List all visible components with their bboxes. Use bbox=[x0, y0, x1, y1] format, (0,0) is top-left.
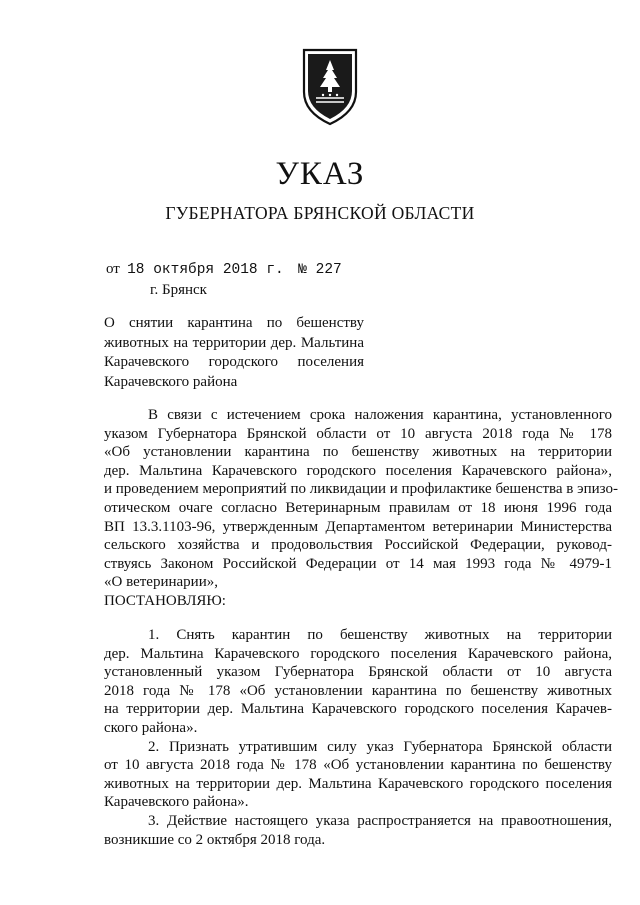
item-1-line: установленный указом Губернатора Брянской области от 10 августа bbox=[104, 664, 612, 681]
item-2-line: животных на территории дер. Мальтина Карачевского городского поселения bbox=[104, 775, 612, 792]
subject-line: О снятии карантина по бешенству bbox=[104, 315, 364, 331]
item-2-line: Карачевского района». bbox=[104, 794, 249, 811]
text-line: В связи с истечением срока наложения карантина, установленного bbox=[148, 407, 612, 423]
item-1-line: на территории дер. Мальтина Карачевского городского поселения Карачев- bbox=[104, 701, 612, 718]
document-number: № 227 bbox=[298, 262, 342, 278]
item-1-line: дер. Мальтина Карачевского городского поселения Карачевского района, bbox=[104, 645, 612, 662]
resolution-heading: ПОСТАНОВЛЯЮ: bbox=[104, 592, 226, 609]
item-3-line: 3. Действие настоящего указа распространяется на правоотношения, bbox=[148, 812, 612, 829]
item-2-line: 2. Признать утратившим силу указ Губернатора Брянской области bbox=[148, 738, 612, 755]
subject-line: Карачевского района bbox=[104, 373, 238, 390]
document-subtitle: ГУБЕРНАТОРА БРЯНСКОЙ ОБЛАСТИ bbox=[165, 203, 475, 223]
date-line bbox=[106, 261, 342, 278]
text-line: «Об установлении карантина по бешенству животных на территории bbox=[104, 444, 612, 461]
text-line: ствуясь Законом Российской Федерации от 14 мая 1993 года № 4979-1 bbox=[104, 555, 612, 572]
text-line: и проведением мероприятий по ликвидации и профилактике бешенства в эпизо- bbox=[104, 481, 618, 498]
text-line: ВП 13.3.1103-96, утвержденным Департаментом ветеринарии Министерства bbox=[104, 518, 612, 535]
item-3-line: возникшие со 2 октября 2018 года. bbox=[104, 831, 326, 848]
resolution-items bbox=[104, 626, 612, 849]
item-1-line: 2018 года № 178 «Об установлении карантина по бешенству животных bbox=[104, 682, 612, 699]
text-line: сельского хозяйства и продовольствия Российской Федерации, руковод- bbox=[104, 537, 612, 554]
document-title: УКАЗ bbox=[275, 156, 365, 192]
item-1-line: ского района». bbox=[104, 719, 198, 736]
item-2-line: от 10 августа 2018 года № 178 «Об установлении карантина по бешенству bbox=[104, 757, 612, 774]
text-line: указом Губернатора Брянской области от 10 августа 2018 года № 178 bbox=[104, 425, 612, 442]
text-line: отическом очаге согласно Ветеринарным правилам от 18 июня 1996 года bbox=[104, 499, 612, 516]
text-line: «О ветеринарии», bbox=[104, 574, 218, 591]
item-1-line: 1. Снять карантин по бешенству животных на территории bbox=[148, 627, 612, 643]
document-date: 18 октября 2018 г. bbox=[127, 262, 284, 278]
date-prefix: от bbox=[106, 261, 120, 277]
text-line: дер. Мальтина Карачевского городского поселения Карачевского района», bbox=[104, 462, 612, 479]
preamble-paragraph bbox=[104, 406, 618, 611]
subject-line: Карачевского городского поселения bbox=[104, 354, 364, 370]
document-city: г. Брянск bbox=[150, 282, 207, 298]
coat-of-arms-emblem bbox=[298, 46, 362, 128]
subject-line: животных на территории дер. Мальтина bbox=[104, 334, 364, 351]
document-subject bbox=[104, 314, 364, 392]
